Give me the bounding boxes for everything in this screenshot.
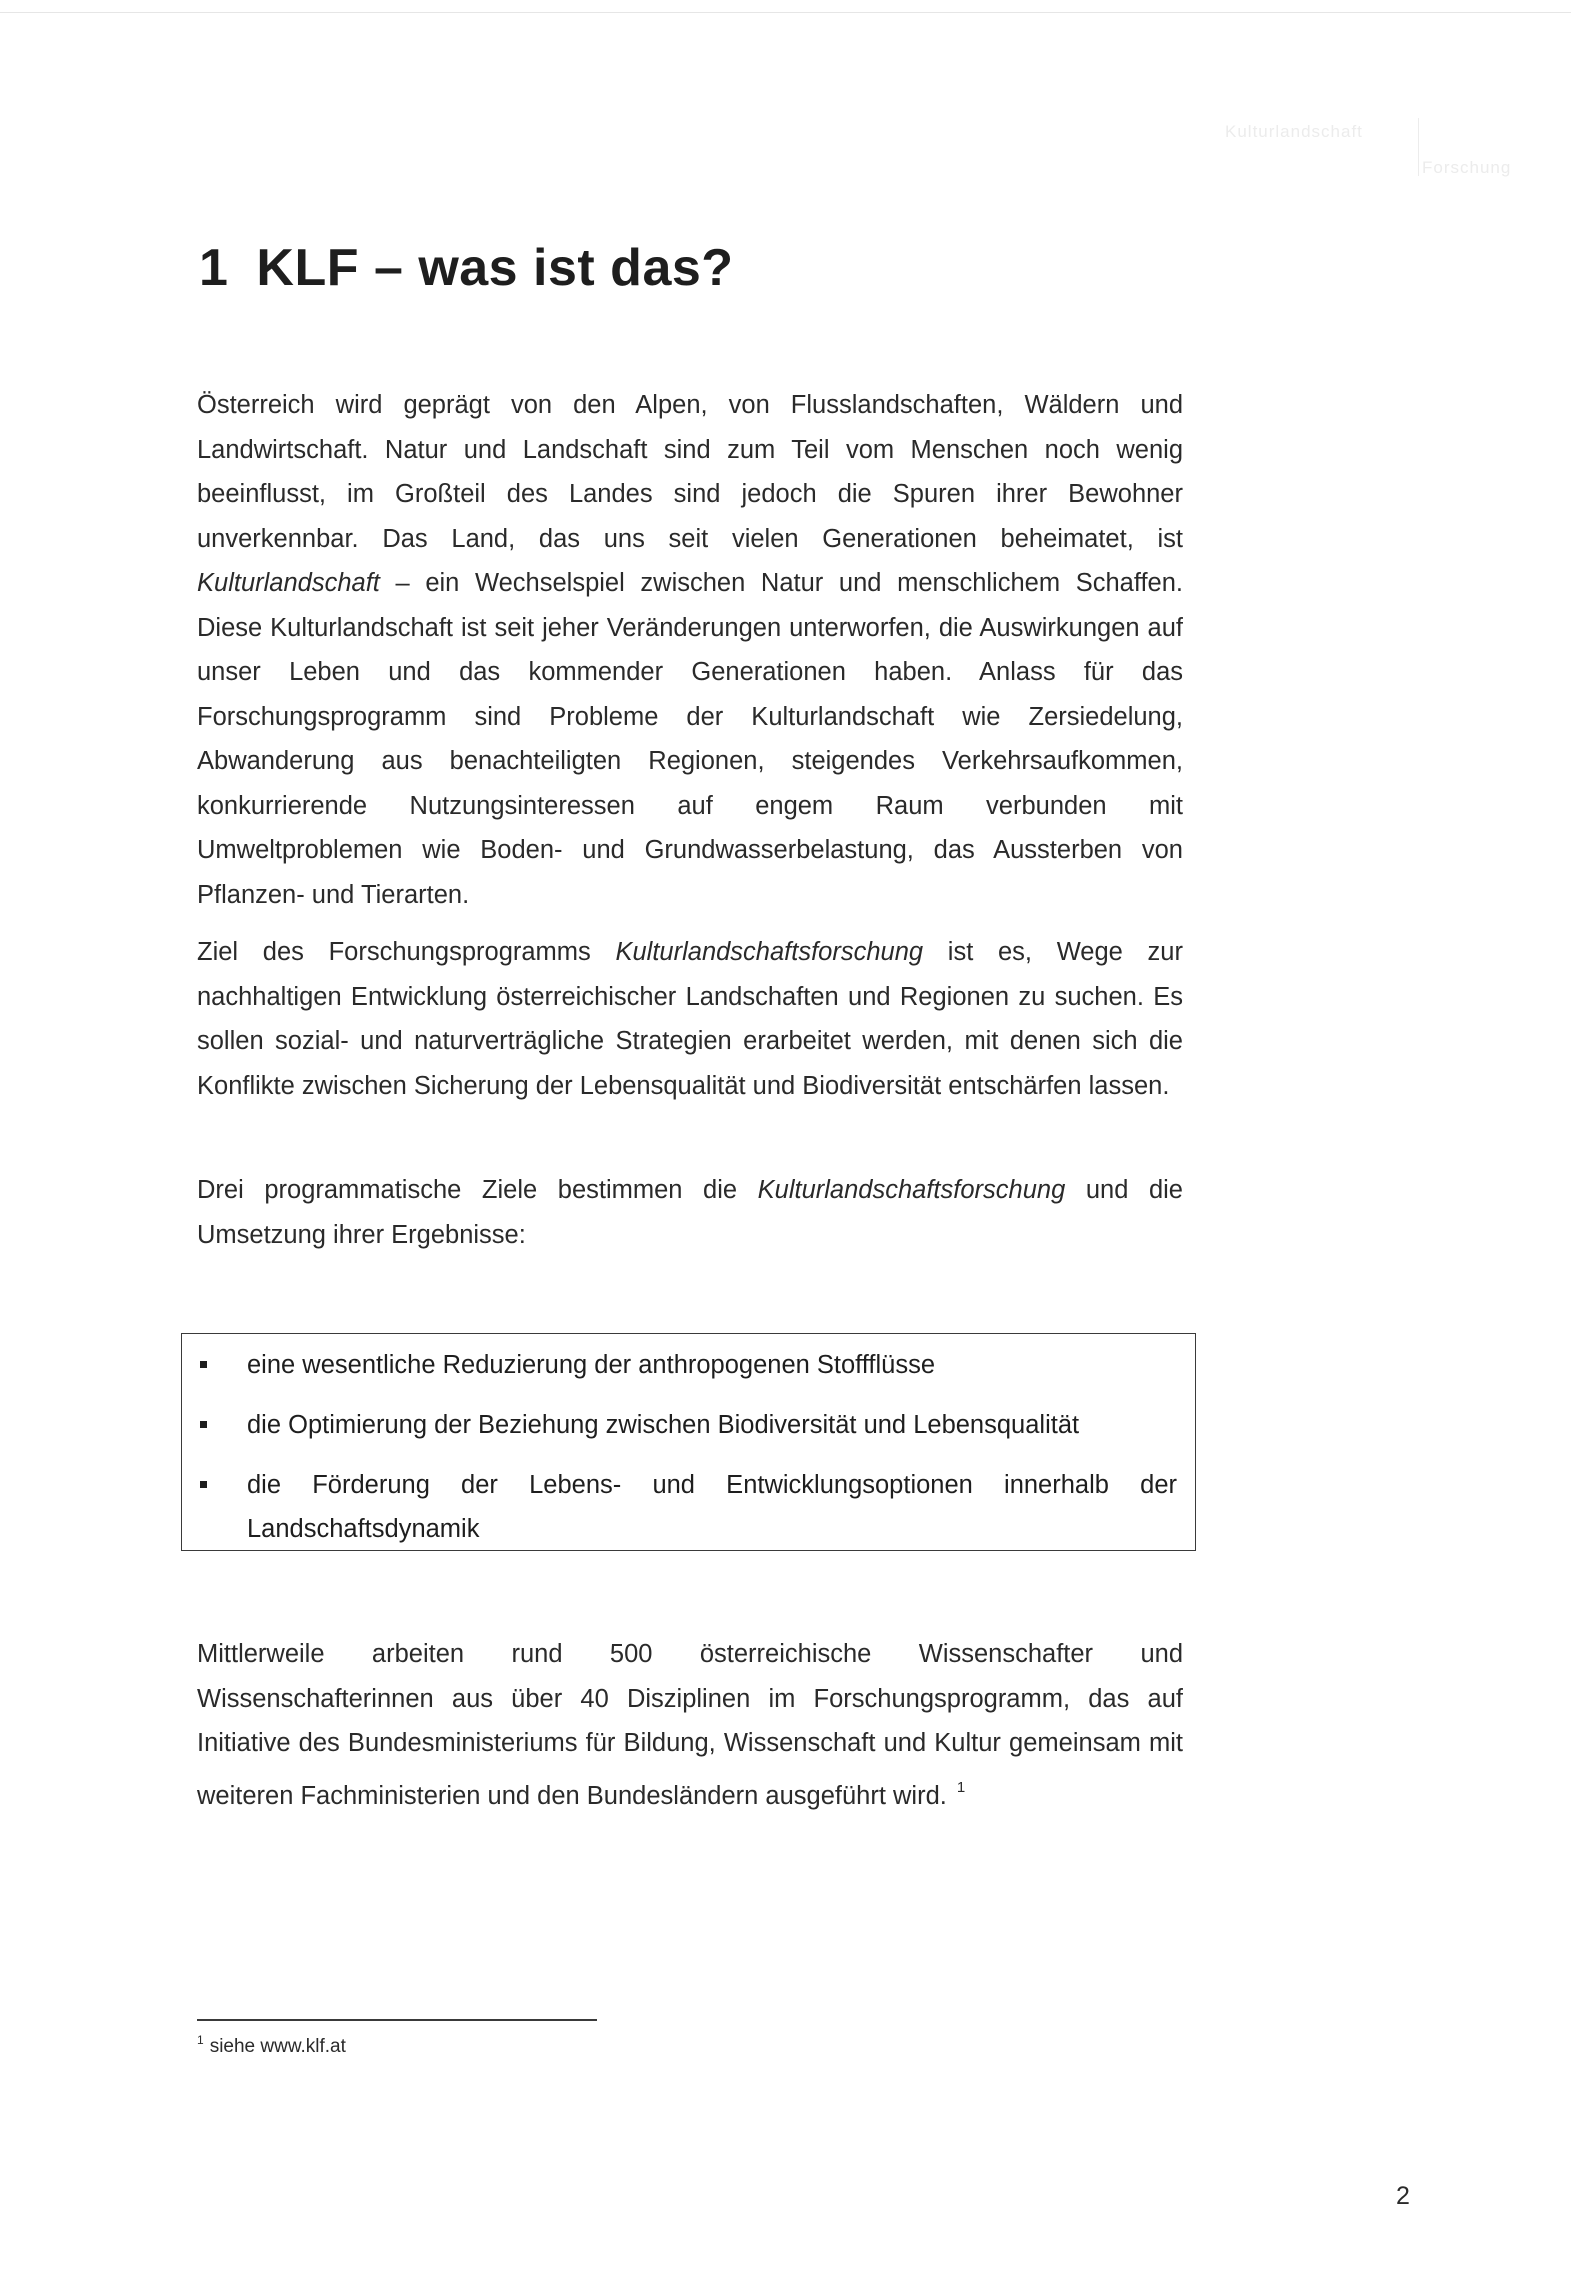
chapter-title-text: KLF – was ist das?	[256, 239, 734, 297]
paragraph-intro-text-b: – ein Wechselspiel zwischen Natur und menschlichem Schaffen. Diese Kulturlandschaft ist seit jeher Veränderungen unterworfen, die Auswirkungen auf unser Leben und das kommender Generationen haben. Anlass für das Forschungsprogramm sind Probleme der Kulturlandschaft wie Zersiedelung, Abwanderung aus benachteiligten Regionen, steigendes Verkehrsaufkommen, konkurrierende Nutzungsinteressen auf engem Raum verbunden mit Umweltproblemen wie Boden- und Grundwasserbelastung, das Aussterben von Pflanzen- und Tierarten.	[197, 569, 1183, 909]
footnote	[197, 2033, 346, 2058]
paragraph-program-goals-emphasis: Kulturlandschaftsforschung	[757, 1176, 1066, 1204]
faint-header-line-1: Kulturlandschaft	[1225, 122, 1363, 141]
paragraph-intro-emphasis: Kulturlandschaft	[197, 569, 380, 597]
goal-text: die Optimierung der Beziehung zwischen Biodiversität und Lebensqualität	[247, 1411, 1080, 1439]
paragraph-program-goals-text-b: und die Umsetzung ihrer Ergebnisse:	[197, 1176, 1183, 1249]
paragraph-intro-text-a: Österreich wird geprägt von den Alpen, von Flusslandschaften, Wäldern und Landwirtschaft. Natur und Landschaft sind zum Teil vom Menschen noch wenig beeinflusst, im Großteil des Landes sind jedoch die Spuren ihrer Bewohner unverkennbar. Das Land, das uns seit vielen Generationen beheimatet, ist	[197, 391, 1183, 553]
square-bullet-icon	[200, 1481, 207, 1488]
paragraph-intro	[197, 383, 1183, 917]
paragraph-program-goals	[197, 1168, 1183, 1257]
goal-item	[182, 1463, 1195, 1551]
paragraph-participants	[197, 1632, 1183, 1818]
footnote-reference[interactable]: 1	[956, 1778, 966, 1796]
footnote-separator	[197, 2019, 597, 2021]
chapter-number: 1	[199, 239, 229, 297]
goal-item	[182, 1403, 1195, 1447]
chapter-title	[199, 238, 734, 298]
goal-text: eine wesentliche Reduzierung der anthropogenen Stoffflüsse	[247, 1351, 936, 1379]
paragraph-participants-text: Mittlerweile arbeiten rund 500 österreichische Wissenschafter und Wissenschafterinnen aus über 40 Disziplinen im Forschungsprogramm, das auf Initiative des Bundesministeriums für Bildung, Wissenschaft und Kultur gemeinsam mit weiteren Fachministerien und den Bundesländern ausgeführt wird.	[197, 1640, 1183, 1810]
top-rule	[0, 12, 1571, 13]
faint-header-line-2: Forschung	[1422, 158, 1512, 177]
goals-box	[181, 1333, 1196, 1551]
paragraph-goal-emphasis: Kulturlandschaftsforschung	[615, 938, 924, 966]
paragraph-goal-text-a: Ziel des Forschungsprogramms	[197, 938, 616, 966]
faint-header-divider	[1418, 118, 1419, 176]
footnote-text[interactable]: siehe www.klf.at	[209, 2036, 346, 2057]
square-bullet-icon	[200, 1361, 207, 1368]
square-bullet-icon	[200, 1421, 207, 1428]
goals-list	[182, 1343, 1195, 1567]
goal-item	[182, 1343, 1195, 1387]
footnote-marker: 1	[197, 2033, 204, 2047]
page-number: 2	[1396, 2182, 1410, 2210]
paragraph-goal-text-b: ist es, Wege zur nachhaltigen Entwicklung österreichischer Landschaften und Regionen zu suchen. Es sollen sozial- und naturverträgliche Strategien erarbeitet werden, mit denen sich die Konflikte zwischen Sicherung der Lebensqualität und Biodiversität entschärfen lassen.	[197, 938, 1183, 1100]
goal-text: die Förderung der Lebens- und Entwicklungsoptionen innerhalb der Landschaftsdynamik	[247, 1471, 1177, 1543]
paragraph-program-goals-text-a: Drei programmatische Ziele bestimmen die	[197, 1176, 758, 1204]
paragraph-goal	[197, 930, 1183, 1108]
